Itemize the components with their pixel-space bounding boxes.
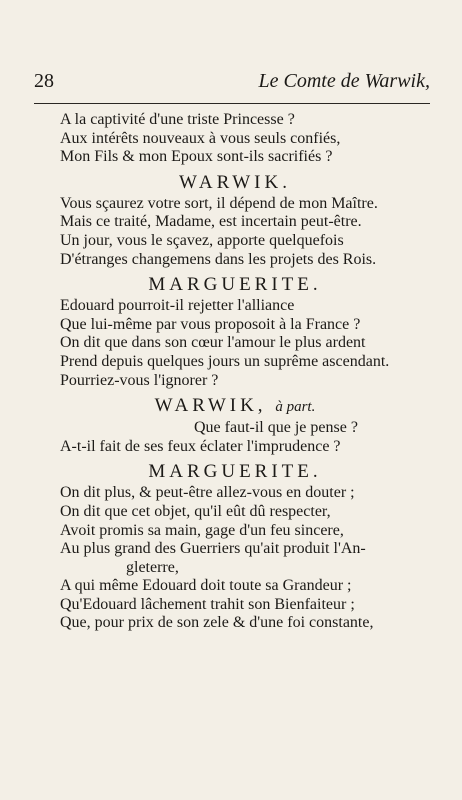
verse-line: Aux intérêts nouveaux à vous seuls confiés, (60, 129, 341, 147)
verse-line: A la captivité d'une triste Princesse ? (60, 111, 295, 128)
verse-line: Un jour, vous le sçavez, apporte quelquefois (60, 231, 344, 249)
verse-line: Edouard pourroit-il rejetter l'alliance (60, 297, 295, 315)
running-title: Le Comte de Warwik, (258, 70, 430, 92)
verse-line: Que, pour prix de son zele & d'une foi constante, (60, 614, 374, 632)
verse-line: Vous sçaurez votre sort, il dépend de mon Maître. (60, 194, 378, 212)
speaker-heading-warwik-aside (60, 394, 410, 419)
verse-line: gleterre, (126, 558, 179, 576)
verse-line: Qu'Edouard lâchement trahit son Bienfaiteur ; (60, 595, 355, 613)
verse-line: Que lui-même par vous proposoit à la France ? (60, 315, 361, 333)
verse-line: Prend depuis quelques jours un suprême ascendant. (60, 352, 390, 370)
play-text (60, 111, 410, 633)
speaker-name: WARWIK, (154, 395, 267, 417)
verse-line: On dit que dans son cœur l'amour le plus ardent (60, 334, 366, 352)
page-header (34, 66, 430, 96)
verse-line: Que faut-il que je pense ? (194, 419, 358, 437)
speaker-heading-marguerite: MARGUERITE. (148, 274, 322, 296)
verse-line: Avoit promis sa main, gage d'un feu sincere, (60, 521, 344, 539)
verse-line: Mais ce traité, Madame, est incertain peut-être. (60, 213, 362, 231)
speaker-heading-warwik: WARWIK. (179, 171, 291, 193)
verse-line: A-t-il fait de ses feux éclater l'imprudence ? (60, 437, 341, 455)
verse-line: Pourriez-vous l'ignorer ? (60, 371, 219, 389)
verse-line: On dit plus, & peut-être allez-vous en douter ; (60, 484, 355, 502)
verse-line: Mon Fils & mon Epoux sont-ils sacrifiés ? (60, 148, 333, 166)
verse-line: D'étranges changemens dans les projets des Rois. (60, 250, 377, 268)
header-rule (34, 103, 430, 104)
verse-line: Au plus grand des Guerriers qu'ait produit l'An- (60, 540, 366, 558)
verse-line: A qui même Edouard doit toute sa Grandeur ; (60, 577, 352, 595)
verse-line: On dit que cet objet, qu'il eût dû respecter, (60, 502, 331, 520)
stage-direction: à part. (275, 399, 316, 416)
speaker-heading-marguerite: MARGUERITE. (148, 461, 322, 483)
page-number: 28 (34, 70, 54, 92)
